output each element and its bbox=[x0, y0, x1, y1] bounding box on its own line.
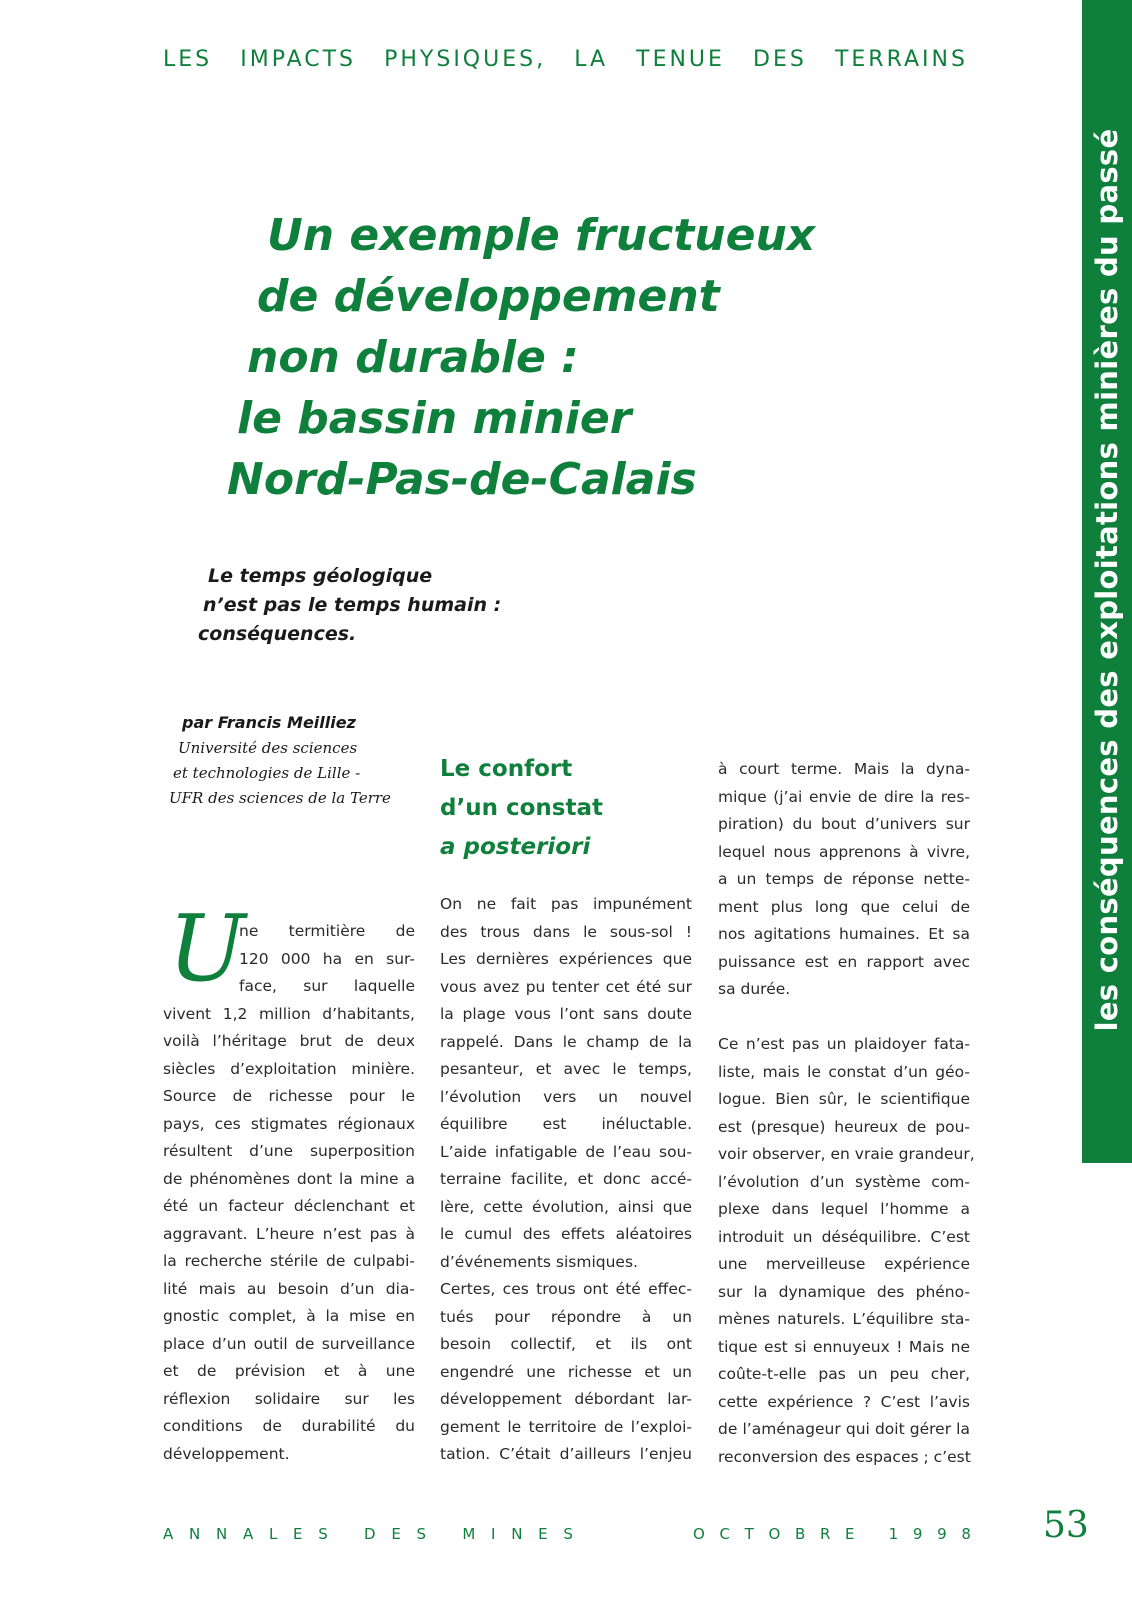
footer-letter: 9 bbox=[937, 1525, 947, 1543]
text-line: de phénomènes dont la mine a bbox=[163, 1169, 415, 1188]
text-line: équilibre est inéluctable. bbox=[440, 1115, 692, 1133]
side-band bbox=[1082, 0, 1132, 1163]
section-header-word: DES bbox=[753, 47, 807, 72]
footer-letter: C bbox=[719, 1525, 730, 1543]
text-line: de l’aménageur qui doit gérer la bbox=[718, 1420, 970, 1438]
text-line: tique est si ennuyeux ! Mais ne bbox=[718, 1337, 970, 1356]
text-line: l’évolution d’un système com- bbox=[718, 1172, 970, 1191]
footer-letter: N bbox=[189, 1525, 201, 1543]
footer-letter: 8 bbox=[961, 1525, 971, 1543]
footer-letter: N bbox=[511, 1525, 523, 1543]
text-line: lité mais au besoin d’un dia- bbox=[163, 1279, 415, 1298]
footer-letter: E bbox=[845, 1525, 855, 1543]
text-line: reconversion des espaces ; c’est bbox=[718, 1447, 971, 1466]
text-line: une merveilleuse expérience bbox=[718, 1255, 970, 1273]
text-line: 120 000 ha en sur- bbox=[239, 949, 415, 968]
text-line: terraine facilite, et donc accé- bbox=[440, 1170, 692, 1188]
text-line: la recherche stérile de culpabi- bbox=[163, 1252, 415, 1270]
footer-letter: 1 bbox=[888, 1525, 899, 1543]
text-line: engendré une richesse et un bbox=[440, 1362, 692, 1381]
title-line: Un exemple fructueux bbox=[267, 210, 816, 261]
text-line: Source de richesse pour le bbox=[163, 1087, 415, 1105]
text-line: cette expérience ? C’est l’avis bbox=[718, 1392, 970, 1411]
text-line: et de prévision et à une bbox=[163, 1362, 415, 1380]
text-line: gnostic complet, à la mise en bbox=[163, 1307, 415, 1325]
footer-space bbox=[344, 1525, 349, 1543]
section-header-word: LES bbox=[163, 47, 213, 72]
footer-space bbox=[869, 1525, 874, 1543]
footer-letter: B bbox=[794, 1525, 806, 1543]
text-line: ne termitière de bbox=[239, 922, 415, 940]
text-line: réflexion solidaire sur les bbox=[163, 1389, 415, 1408]
title-line: non durable : bbox=[247, 332, 579, 383]
text-line: face, sur laquelle bbox=[239, 977, 415, 995]
text-line: développement. bbox=[163, 1444, 290, 1463]
footer-letter: E bbox=[391, 1525, 401, 1543]
drop-cap: U bbox=[168, 895, 246, 1002]
text-line: voir observer, en vraie grandeur, bbox=[718, 1145, 975, 1163]
text-line: nos agitations humaines. Et sa bbox=[718, 925, 970, 943]
footer-letter: A bbox=[242, 1525, 254, 1543]
text-line: est (presque) heureux de pou- bbox=[718, 1117, 970, 1136]
text-line: pesanteur, et avec le temps, bbox=[440, 1060, 692, 1078]
heading-line: a posteriori bbox=[440, 834, 591, 860]
text-line: siècles d’exploitation minière. bbox=[163, 1059, 415, 1078]
article-subtitle bbox=[0, 562, 501, 649]
column-2 bbox=[440, 891, 692, 1469]
section-header-word: IMPACTS bbox=[240, 47, 356, 72]
footer-date bbox=[693, 1525, 971, 1543]
footer-letter: A bbox=[163, 1525, 174, 1543]
text-line: rappelé. Dans le champ de la bbox=[440, 1032, 692, 1051]
text-line: Les dernières expériences que bbox=[440, 950, 692, 968]
subtitle-line: Le temps géologique bbox=[208, 565, 433, 587]
footer-letter: R bbox=[819, 1525, 831, 1543]
text-line: gement le territoire de l’exploi- bbox=[440, 1417, 692, 1436]
text-line: la plage vous l’ont sans doute bbox=[440, 1005, 692, 1023]
section-header-word: PHYSIQUES, bbox=[384, 47, 547, 72]
section-header-word: TERRAINS bbox=[834, 47, 968, 72]
title-line: le bassin minier bbox=[237, 393, 632, 444]
text-line: puissance est en rapport avec bbox=[718, 952, 970, 971]
author-name: par Francis Meilliez bbox=[182, 713, 356, 732]
footer-letter: O bbox=[768, 1525, 781, 1543]
text-line: le cumul des effets aléatoires bbox=[440, 1225, 692, 1243]
text-line: plexe dans lequel l’homme a bbox=[718, 1200, 970, 1218]
affiliation-line: et technologies de Lille - bbox=[173, 764, 361, 782]
author-affiliation bbox=[0, 736, 391, 811]
section-header-word: LA bbox=[574, 47, 609, 72]
text-line: à court terme. Mais la dyna- bbox=[718, 760, 970, 778]
text-line: des trous dans le sous-sol ! bbox=[440, 922, 692, 941]
footer-letter: O bbox=[693, 1525, 705, 1543]
text-line: vivent 1,2 million d’habitants, bbox=[163, 1004, 415, 1023]
section-header bbox=[163, 47, 968, 72]
text-line: l’évolution vers un nouvel bbox=[440, 1087, 692, 1106]
footer-letter: E bbox=[538, 1525, 548, 1543]
text-line: développement débordant lar- bbox=[440, 1390, 692, 1408]
text-line: On ne fait pas impunément bbox=[440, 895, 692, 913]
text-line: sur la dynamique des phéno- bbox=[718, 1282, 970, 1301]
text-line: vous avez pu tenter cet été sur bbox=[440, 977, 692, 996]
text-line: résultent d’une superposition bbox=[163, 1142, 415, 1160]
section-heading bbox=[440, 750, 603, 867]
footer-letter: S bbox=[563, 1525, 573, 1543]
footer-letter: I bbox=[491, 1525, 496, 1543]
section-header-word: TENUE bbox=[636, 47, 725, 72]
text-line: été un facteur déclenchant et bbox=[163, 1197, 415, 1215]
text-line: Ce n’est pas un plaidoyer fata- bbox=[718, 1035, 970, 1053]
title-line: Nord-Pas-de-Calais bbox=[227, 454, 697, 505]
text-line: L’aide infatigable de l’eau sou- bbox=[440, 1142, 692, 1161]
text-line bbox=[718, 1004, 970, 1032]
footer-letter: N bbox=[215, 1525, 228, 1543]
text-line: introduit un déséquilibre. C’est bbox=[718, 1227, 970, 1246]
text-line: piration) du bout d’univers sur bbox=[718, 815, 970, 833]
article-title bbox=[0, 205, 815, 510]
text-line: Certes, ces trous ont été effec- bbox=[440, 1280, 692, 1298]
text-line: tation. C’était d’ailleurs l’enjeu bbox=[440, 1445, 692, 1463]
text-line: liste, mais le constat d’un géo- bbox=[718, 1062, 970, 1081]
text-line: sa durée. bbox=[718, 980, 791, 998]
subtitle-line: conséquences. bbox=[198, 623, 357, 645]
footer-letter: T bbox=[744, 1525, 754, 1543]
text-line: mique (j’ai envie de dire la res- bbox=[718, 787, 970, 806]
heading-line: Le confort bbox=[440, 756, 573, 782]
text-line: mènes naturels. L’équilibre sta- bbox=[718, 1310, 970, 1328]
text-line: lequel nous apprenons à vivre, bbox=[718, 842, 970, 861]
page-number: 53 bbox=[1043, 1505, 1089, 1546]
footer-letter: S bbox=[416, 1525, 427, 1543]
title-line: de développement bbox=[257, 271, 720, 322]
footer-letter: E bbox=[293, 1525, 303, 1543]
column-1 bbox=[163, 918, 415, 1468]
heading-line: d’un constat bbox=[440, 795, 603, 821]
affiliation-line: Université des sciences bbox=[178, 739, 358, 757]
side-band-text: les conséquences des exploitations minières du passé bbox=[1090, 128, 1124, 1032]
footer-space bbox=[442, 1525, 447, 1543]
footer-letter: M bbox=[462, 1525, 476, 1543]
footer-journal bbox=[163, 1525, 573, 1543]
footer-letter: S bbox=[318, 1525, 328, 1543]
footer-letter: L bbox=[268, 1525, 278, 1543]
subtitle-line: n’est pas le temps humain : bbox=[203, 594, 502, 616]
text-line: place d’un outil de surveillance bbox=[163, 1334, 415, 1353]
text-line: pays, ces stigmates régionaux bbox=[163, 1114, 415, 1133]
text-line: logue. Bien sûr, le scientifique bbox=[718, 1090, 970, 1108]
text-line: coûte-t-elle pas un peu cher, bbox=[718, 1365, 970, 1383]
text-line: d’événements sismiques. bbox=[440, 1252, 638, 1271]
text-line: aggravant. L’heure n’est pas à bbox=[163, 1224, 415, 1243]
affiliation-line: UFR des sciences de la Terre bbox=[169, 789, 391, 807]
footer-letter: D bbox=[364, 1525, 376, 1543]
text-line: voilà l’héritage brut de deux bbox=[163, 1032, 415, 1050]
text-line: lère, cette évolution, ainsi que bbox=[440, 1197, 692, 1216]
footer-letter: 9 bbox=[912, 1525, 923, 1543]
text-line: tués pour répondre à un bbox=[440, 1307, 692, 1326]
column-3 bbox=[718, 756, 975, 1471]
text-line: besoin collectif, et ils ont bbox=[440, 1335, 692, 1353]
text-line: a un temps de réponse nette- bbox=[718, 870, 970, 888]
text-line: conditions de durabilité du bbox=[163, 1417, 415, 1435]
text-line: ment plus long que celui de bbox=[718, 897, 970, 916]
